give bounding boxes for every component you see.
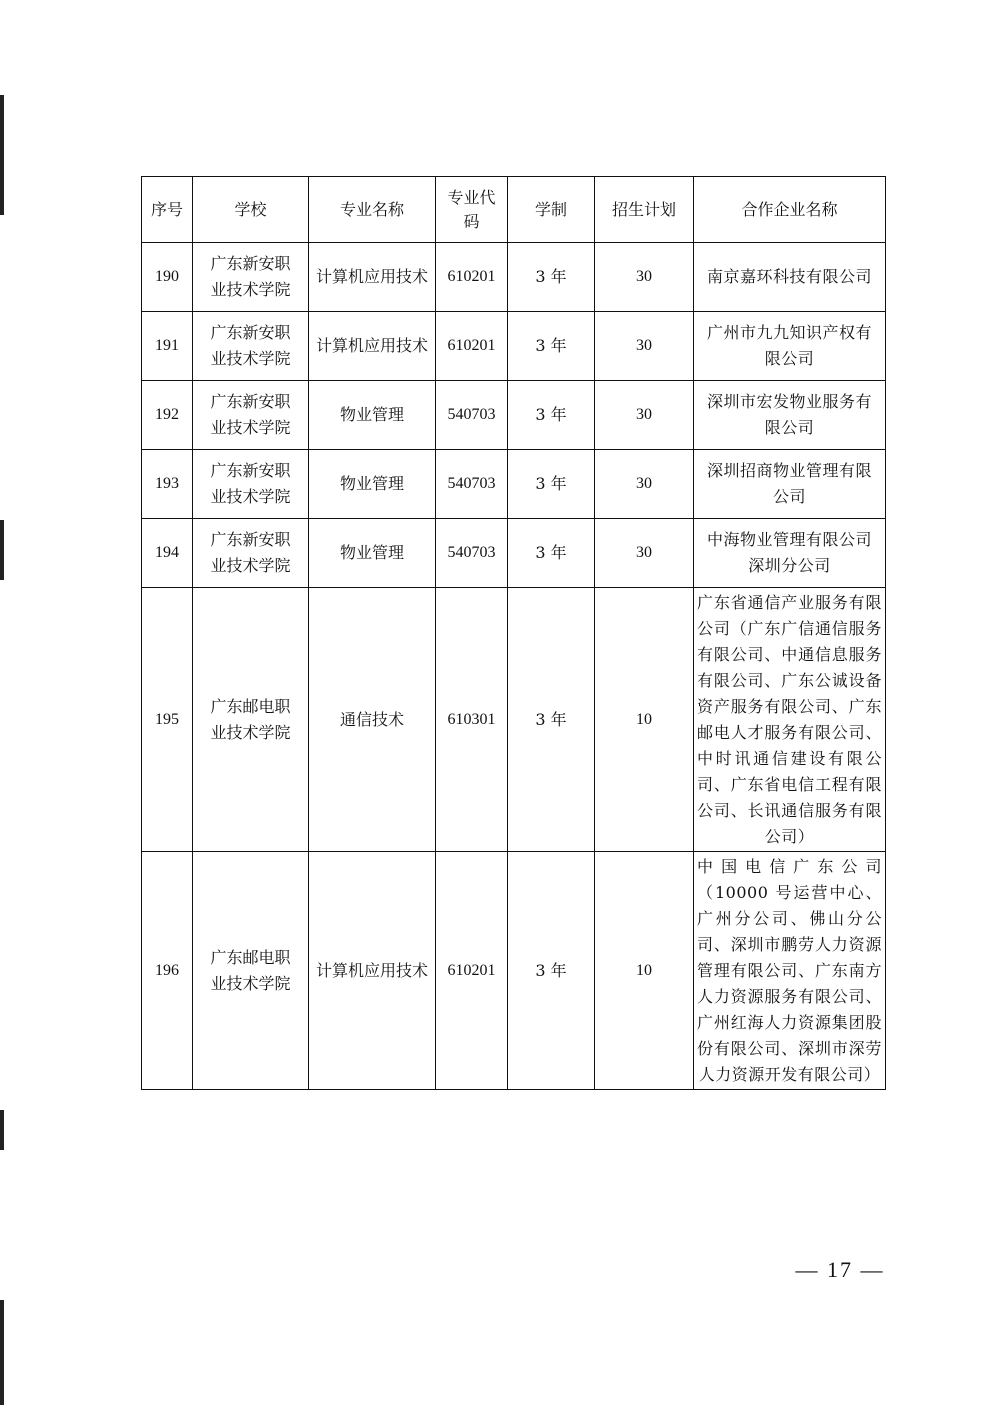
cell-school: 广东新安职业技术学院: [193, 381, 309, 450]
table-row: [142, 519, 886, 588]
cell-major-code: 540703: [436, 519, 508, 588]
header-major: 专业名称: [309, 177, 436, 243]
cell-school: 广东邮电职业技术学院: [193, 588, 309, 852]
cell-major: 计算机应用技术: [309, 243, 436, 312]
page-number: — 17 —: [795, 1257, 885, 1282]
cell-major-code: 610201: [436, 312, 508, 381]
cell-partner-company: 南京嘉环科技有限公司: [694, 243, 886, 312]
cell-partner-company: 中国电信广东公司（10000 号运营中心、广州分公司、佛山分公司、深圳市鹏劳人力资源管理有限公司、广东南方人力资源服务有限公司、广州红海人力资源集团股份有限公司、深圳市深劳人力资源开发有限公司）: [694, 852, 886, 1090]
cell-major-code: 610201: [436, 243, 508, 312]
table-row: [142, 852, 886, 1090]
cell-duration: 3 年: [508, 519, 595, 588]
cell-major-code: 540703: [436, 381, 508, 450]
cell-partner-company: 广州市九九知识产权有限公司: [694, 312, 886, 381]
cell-serial: 193: [142, 450, 193, 519]
scan-edge-mark: [0, 520, 4, 580]
cell-partner-company: 中海物业管理有限公司深圳分公司: [694, 519, 886, 588]
cell-duration: 3 年: [508, 852, 595, 1090]
cell-duration: 3 年: [508, 312, 595, 381]
cell-serial: 192: [142, 381, 193, 450]
header-partner-company: 合作企业名称: [694, 177, 886, 243]
cell-duration: 3 年: [508, 243, 595, 312]
cell-partner-company: 深圳市宏发物业服务有限公司: [694, 381, 886, 450]
cell-serial: 194: [142, 519, 193, 588]
cell-enrollment-plan: 10: [595, 588, 694, 852]
cell-school: 广东新安职业技术学院: [193, 450, 309, 519]
table-row: [142, 450, 886, 519]
table-row: [142, 381, 886, 450]
cell-enrollment-plan: 10: [595, 852, 694, 1090]
cell-school: 广东新安职业技术学院: [193, 312, 309, 381]
table-row: [142, 588, 886, 852]
cell-major: 物业管理: [309, 519, 436, 588]
header-enrollment-plan: 招生计划: [595, 177, 694, 243]
header-major-code: 专业代码: [436, 177, 508, 243]
cell-partner-company: 深圳招商物业管理有限公司: [694, 450, 886, 519]
cell-serial: 190: [142, 243, 193, 312]
cell-partner-company: 广东省通信产业服务有限公司（广东广信通信服务有限公司、中通信息服务有限公司、广东公诚设备资产服务有限公司、广东邮电人才服务有限公司、中时讯通信建设有限公司、广东省电信工程有限公司、长讯通信服务有限公司）: [694, 588, 886, 852]
table-row: [142, 243, 886, 312]
cell-serial: 196: [142, 852, 193, 1090]
scan-edge-mark: [0, 1300, 4, 1405]
cell-major-code: 610201: [436, 852, 508, 1090]
cell-major: 计算机应用技术: [309, 852, 436, 1090]
table-header-row: [142, 177, 886, 243]
cell-major: 物业管理: [309, 381, 436, 450]
cell-school: 广东新安职业技术学院: [193, 243, 309, 312]
cell-school: 广东邮电职业技术学院: [193, 852, 309, 1090]
enrollment-plan-table: [141, 176, 886, 1090]
cell-enrollment-plan: 30: [595, 243, 694, 312]
cell-enrollment-plan: 30: [595, 519, 694, 588]
cell-enrollment-plan: 30: [595, 381, 694, 450]
table-row: [142, 312, 886, 381]
cell-major-code: 610301: [436, 588, 508, 852]
cell-major-code: 540703: [436, 450, 508, 519]
cell-duration: 3 年: [508, 450, 595, 519]
cell-major: 通信技术: [309, 588, 436, 852]
header-duration: 学制: [508, 177, 595, 243]
header-school: 学校: [193, 177, 309, 243]
cell-school: 广东新安职业技术学院: [193, 519, 309, 588]
cell-serial: 191: [142, 312, 193, 381]
scan-edge-mark: [0, 95, 4, 215]
cell-major: 计算机应用技术: [309, 312, 436, 381]
cell-major: 物业管理: [309, 450, 436, 519]
cell-duration: 3 年: [508, 588, 595, 852]
header-serial: 序号: [142, 177, 193, 243]
cell-enrollment-plan: 30: [595, 450, 694, 519]
cell-duration: 3 年: [508, 381, 595, 450]
scan-edge-mark: [0, 1110, 4, 1150]
cell-serial: 195: [142, 588, 193, 852]
cell-enrollment-plan: 30: [595, 312, 694, 381]
